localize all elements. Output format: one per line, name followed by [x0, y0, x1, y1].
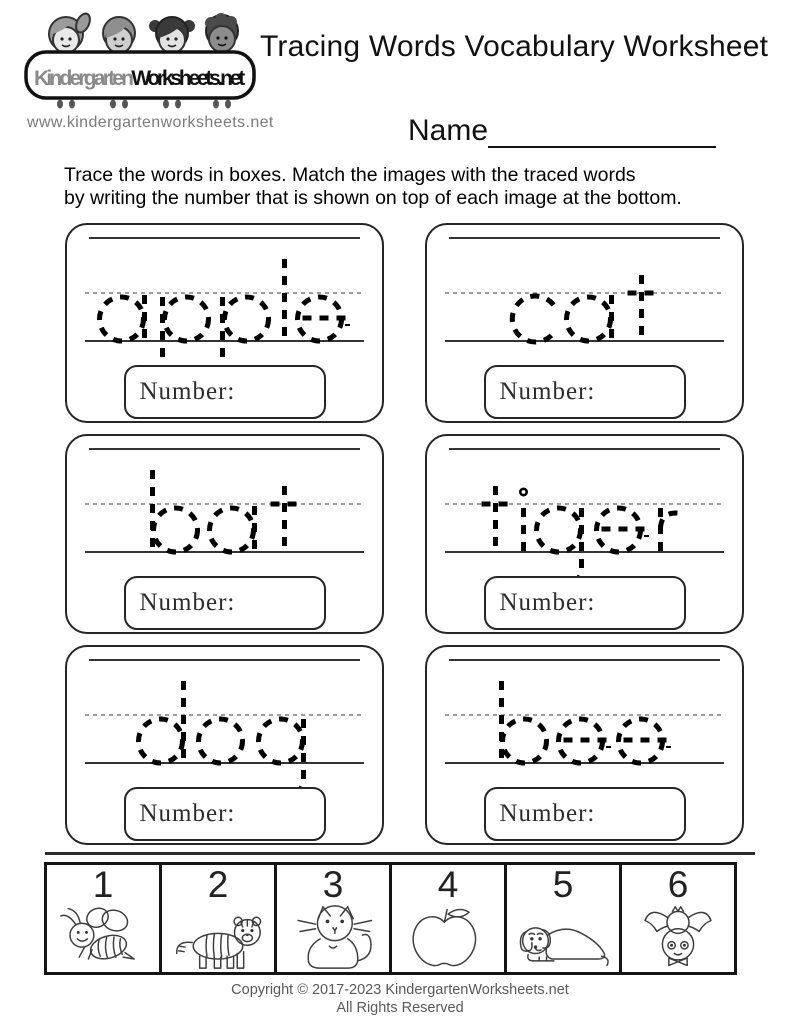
number-answer-box-bee[interactable] — [484, 787, 686, 841]
logo-text: KindergartenWorksheets.net — [34, 67, 246, 90]
bee-image — [48, 904, 158, 970]
tracing-box-bat — [65, 434, 384, 634]
number-label: Number: — [499, 378, 596, 405]
tracing-word-bat[interactable] — [67, 436, 382, 588]
match-number: 4 — [437, 864, 459, 905]
kindergarten-worksheets-logo — [22, 6, 260, 118]
match-cell-bat — [619, 862, 737, 975]
tracing-word-bee[interactable] — [427, 647, 742, 799]
logo-kid-boy1 — [103, 17, 135, 53]
page-title: Tracing Words Vocabulary Worksheet — [260, 30, 769, 63]
apple-image — [393, 904, 503, 970]
number-answer-box-tiger[interactable] — [484, 576, 686, 630]
match-number: 6 — [667, 864, 689, 905]
tracing-box-tiger — [425, 434, 744, 634]
number-label: Number: — [139, 589, 236, 616]
match-cell-apple — [389, 862, 507, 975]
match-cell-tiger — [159, 862, 277, 975]
matching-images-row — [44, 862, 737, 975]
match-cell-dog — [504, 862, 622, 975]
tracing-word-apple[interactable] — [67, 225, 382, 377]
match-cell-cat — [274, 862, 392, 975]
number-answer-box-bat[interactable] — [124, 576, 326, 630]
tracing-word-cat[interactable] — [427, 225, 742, 377]
instructions — [64, 164, 744, 210]
bat-image — [623, 904, 733, 970]
name-row — [408, 114, 716, 148]
footer — [0, 981, 800, 1017]
tracing-box-bee — [425, 645, 744, 845]
match-number: 2 — [207, 864, 229, 905]
name-label: Name — [408, 114, 489, 147]
match-number: 1 — [92, 864, 114, 905]
section-divider — [45, 852, 755, 855]
match-cell-bee — [44, 862, 162, 975]
number-answer-box-dog[interactable] — [124, 787, 326, 841]
number-label: Number: — [139, 800, 236, 827]
copyright-line: Copyright © 2017-2023 KindergartenWorksheets.net — [231, 982, 569, 998]
name-fill-in-line[interactable] — [488, 114, 716, 148]
logo-kid-girl2 — [149, 17, 195, 53]
cat-image — [278, 904, 388, 970]
number-answer-box-cat[interactable] — [484, 365, 686, 419]
match-number: 5 — [552, 864, 574, 905]
match-number: 3 — [322, 864, 344, 905]
tracing-box-apple — [65, 223, 384, 423]
number-answer-box-apple[interactable] — [124, 365, 326, 419]
tiger-image — [163, 904, 273, 970]
tracing-box-dog — [65, 645, 384, 845]
tracing-boxes-grid — [65, 223, 745, 845]
number-label: Number: — [499, 589, 596, 616]
tracing-box-cat — [425, 223, 744, 423]
number-label: Number: — [139, 378, 236, 405]
logo-kid-boy2 — [205, 13, 238, 52]
tracing-word-tiger[interactable] — [427, 436, 742, 588]
logo-feet — [57, 100, 231, 109]
website-url: www.kindergartenworksheets.net — [27, 114, 274, 131]
logo-kid-girl1 — [49, 11, 93, 53]
rights-line: All Rights Reserved — [336, 1000, 464, 1016]
instructions-line1: Trace the words in boxes. Match the images with the traced words — [64, 164, 636, 186]
dog-image — [508, 904, 618, 970]
tracing-word-dog[interactable] — [67, 647, 382, 799]
instructions-line2: by writing the number that is shown on top of each image at the bottom. — [64, 187, 682, 209]
number-label: Number: — [499, 800, 596, 827]
